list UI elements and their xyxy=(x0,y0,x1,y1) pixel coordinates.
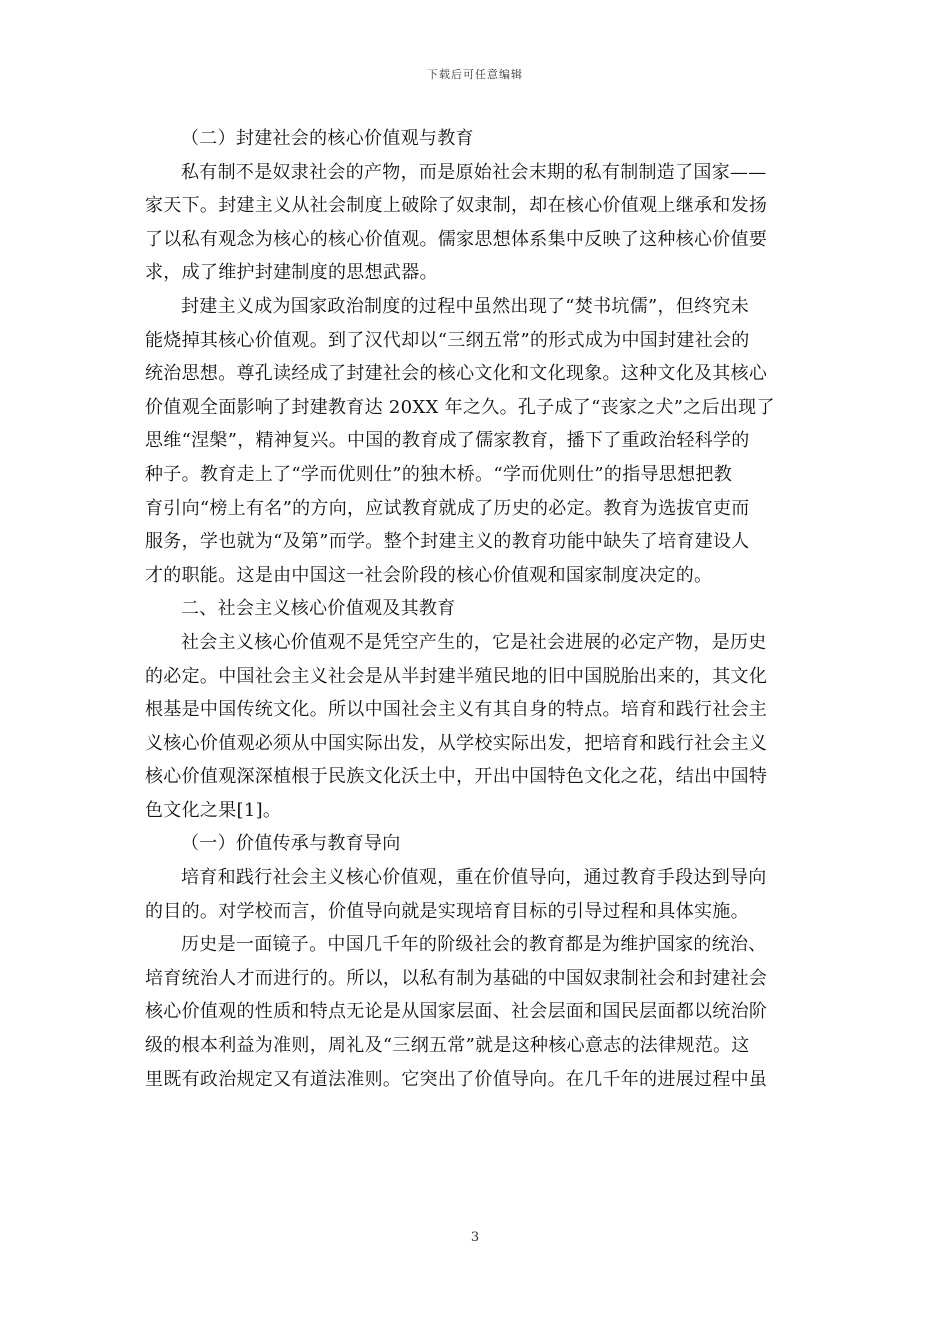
section-heading-socialist-values: 二、社会主义核心价值观及其教育 xyxy=(181,598,456,620)
section-heading-value-inheritance: （一）价值传承与教育导向 xyxy=(181,833,401,855)
paragraph-value-guidance: 培育和践行社会主义核心价值观，重在价值导向，通过教育手段达到导向 的目的。对学校而言，价值导向就是实现培育目标的引导过程和具体实施。 xyxy=(145,867,767,922)
document-body xyxy=(145,122,805,1096)
paragraph-private-ownership: 私有制不是奴隶社会的产物，而是原始社会末期的私有制制造了国家—— 家天下。封建主义从社会制度上破除了奴隶制，却在核心价值观上继承和发扬 了以私有观念为核心的核心价值观。儒家思想体系集中反映了这种核心价值要 求，成了维护封建制度的思想武器。 xyxy=(145,161,768,284)
paragraph-feudal-education: 封建主义成为国家政治制度的过程中虽然出现了“焚书坑儒”，但终究未 能烧掉其核心价值观。到了汉代却以“三纲五常”的形式成为中国封建社会的 统治思想。尊孔读经成了封建社会的核心文化和文化现象。这种文化及其核心 价值观全面影响了封建教育达 20XX 年之久。孔子成了“丧家之犬”之后出现了 思维“涅槃”，精神复兴。中国的教育成了儒家教育，播下了重政治轻科学的 种子。教育走上了“学而优则仕”的独木桥。“学而优则仕”的指导思想把教 育引向“榜上有名”的方向，应试教育就成了历史的必定。教育为选拔官吏而 服务，学也就为“及第”而学。整个封建主义的教育功能中缺失了培育建设人 才的职能。这是由中国这一社会阶段的核心价值观和国家制度决定的。 xyxy=(145,295,775,586)
paragraph-history-mirror: 历史是一面镜子。中国几千年的阶级社会的教育都是为维护国家的统治、 培育统治人才而进行的。所以，以私有制为基础的中国奴隶制社会和封建社会 核心价值观的性质和特点无论是从国家层面、社会层面和国民层面都以统治阶 级的根本利益为准则，周礼及“三纲五常”就是这种核心意志的法律规范。这 里既有政治规定又有道法准则。它突出了价值导向。在几千年的进展过程中虽 xyxy=(145,934,768,1090)
page-header: 下载后可任意编辑 xyxy=(427,68,523,81)
section-heading-feudal-values: （二）封建社会的核心价值观与教育 xyxy=(181,128,474,149)
page-number: 3 xyxy=(470,1230,480,1245)
paragraph-socialist-origin: 社会主义核心价值观不是凭空产生的，它是社会进展的必定产物，是历史 的必定。中国社会主义社会是从半封建半殖民地的旧中国脱胎出来的，其文化 根基是中国传统文化。所以中国社会主义有其自身的特点。培育和践行社会主 义核心价值观必须从中国实际出发，从学校实际出发，把培育和践行社会主义 核心价值观深深植根于民族文化沃土中，开出中国特色文化之花，结出中国特 色文化之果[1]。 xyxy=(145,631,768,821)
